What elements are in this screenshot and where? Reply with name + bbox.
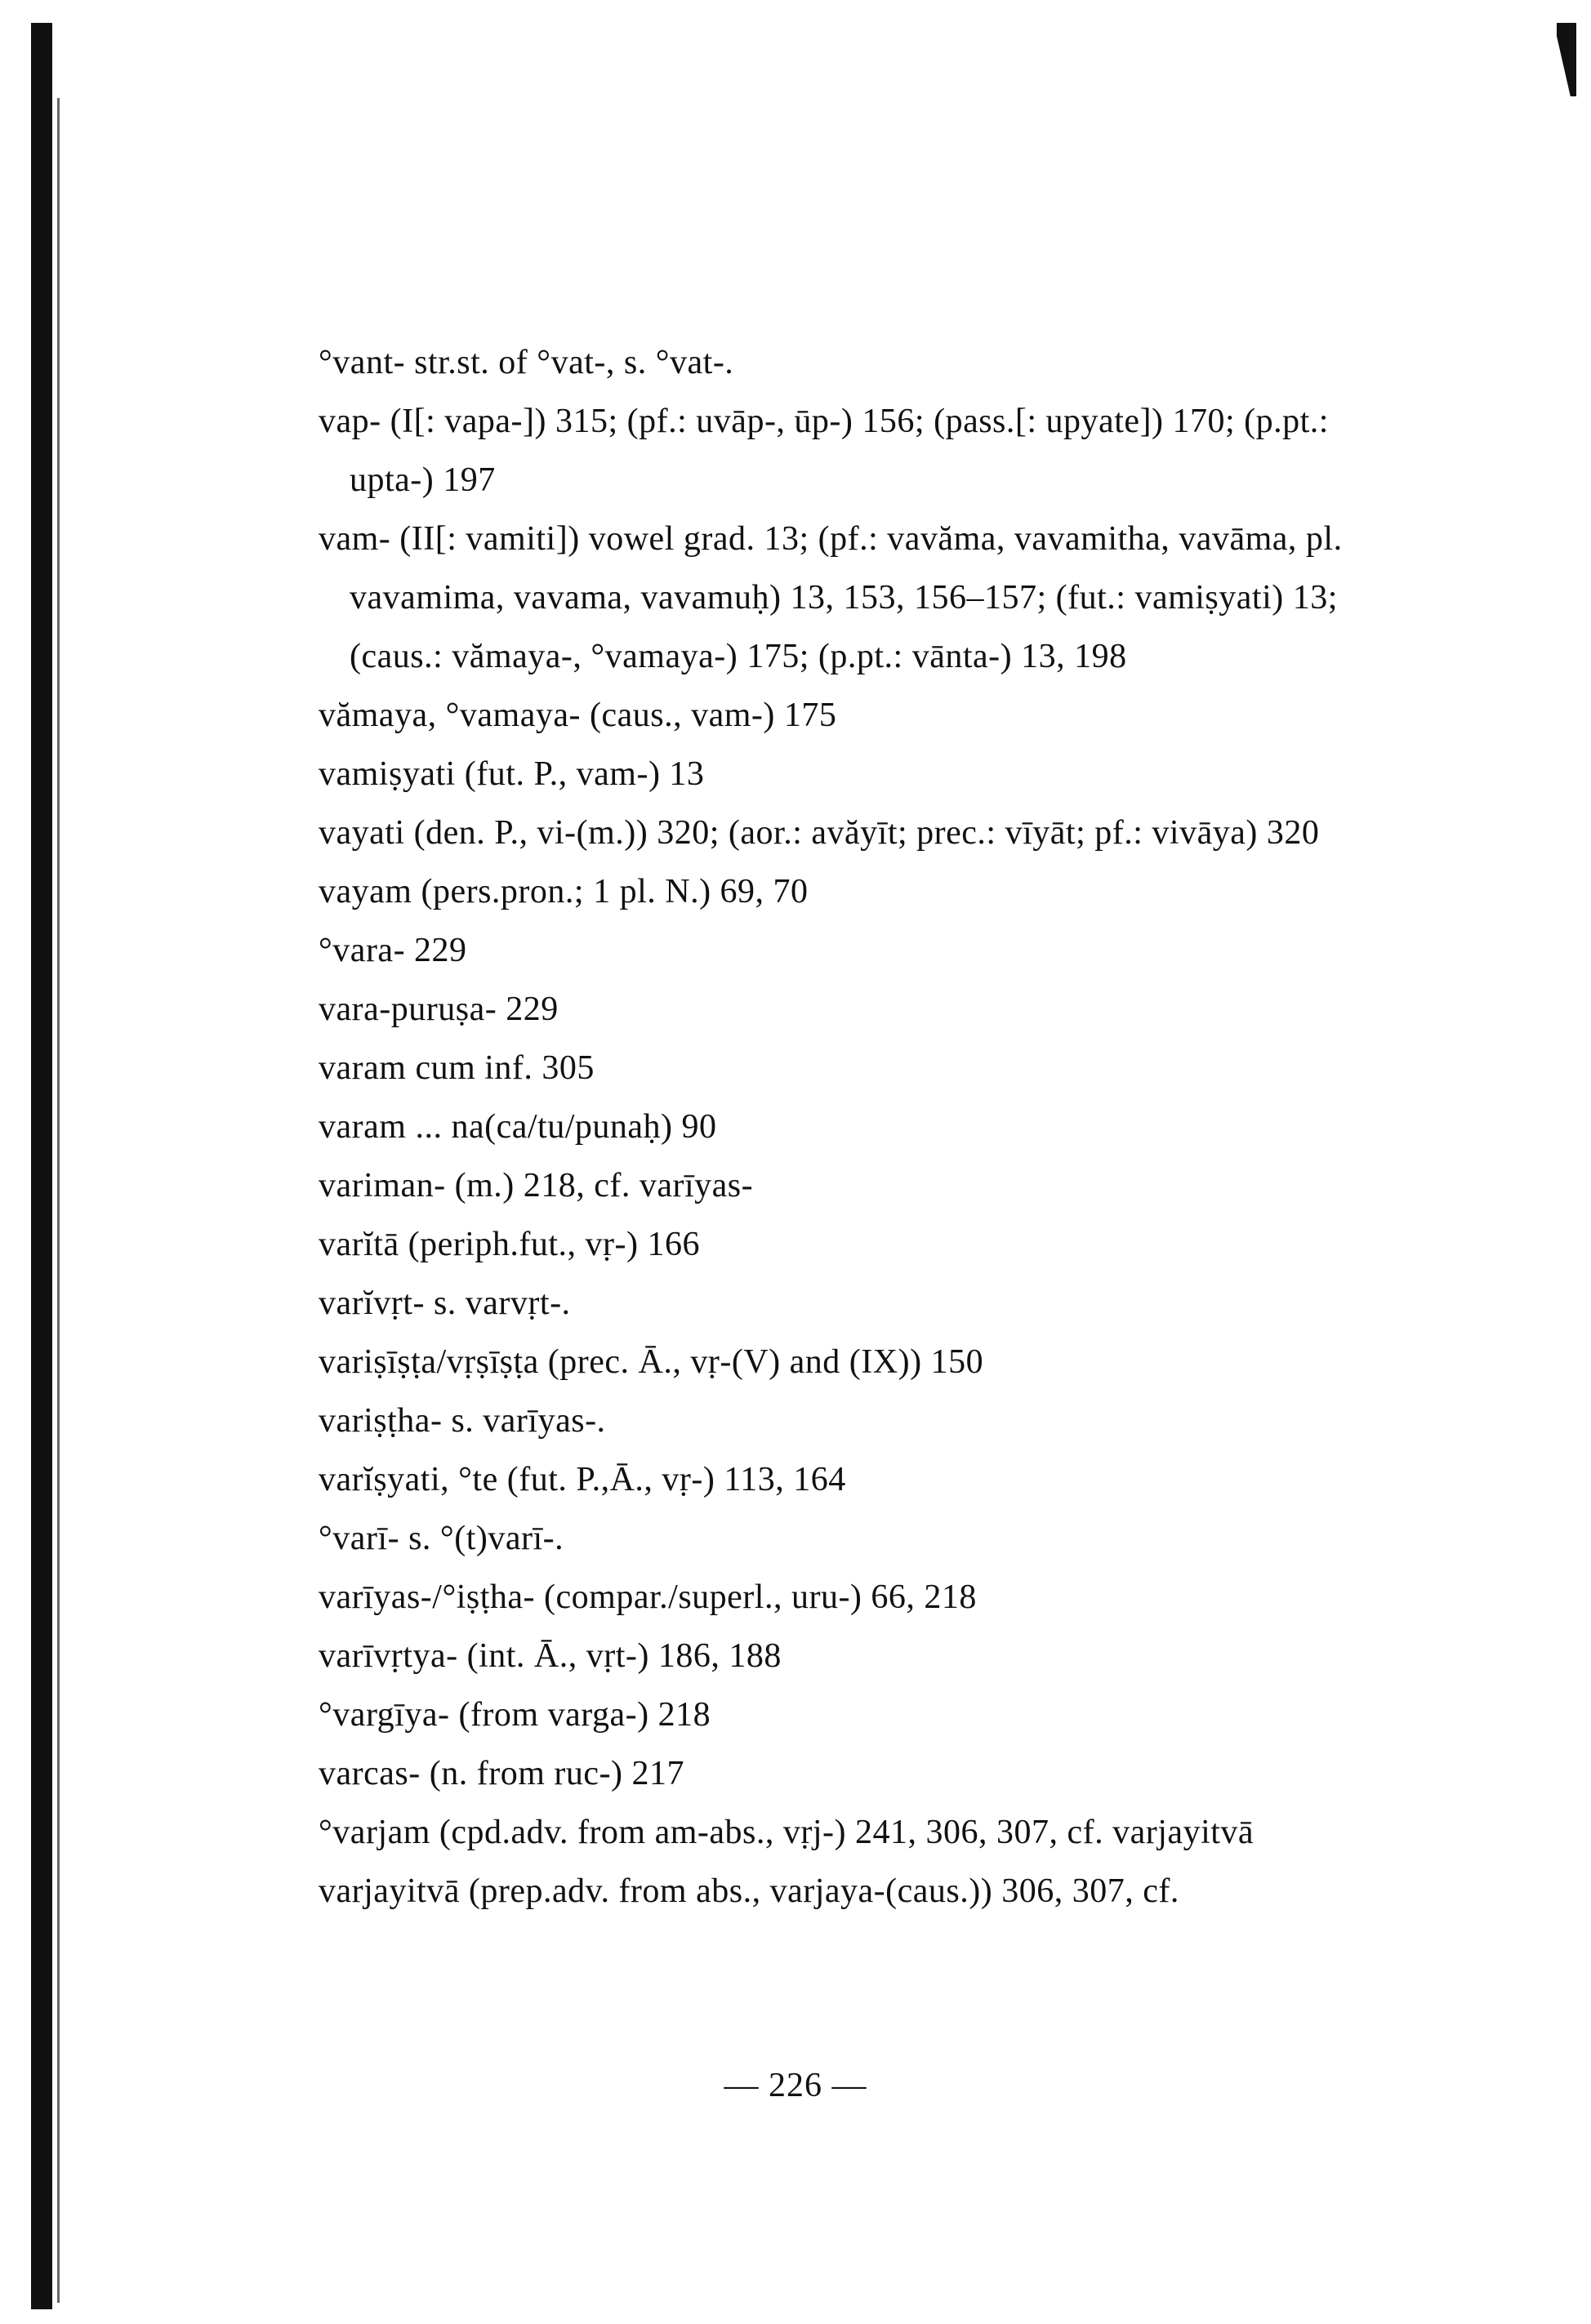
index-entry: vam- (II[: vamiti]) vowel grad. 13; (pf.: vavăma, vavamitha, vavāma, pl. vavamima, vavama, vavamuḥ) 13, 153, 156–157; (fut.: vamiṣyati) 13; (caus.: vămaya-, °vamaya-) 175; (p.pt.: vānta-) 13, 198 (319, 520, 1352, 675)
index-entry: varĭvṛt- s. varvṛt-. (319, 1284, 571, 1322)
index-entry: °vargīya- (from varga-) 218 (319, 1696, 711, 1734)
index-entry: °vant- str.st. of °vat-, s. °vat-. (319, 344, 734, 381)
index-entry: varĭtā (periph.fut., vṛ-) 166 (319, 1226, 701, 1263)
index-entry: vap- (I[: vapa-]) 315; (pf.: uvāp-, ūp-) 156; (pass.[: upyate]) 170; (p.pt.: upta-) 197 (319, 403, 1338, 499)
index-entry: variṣīṣṭa/vṛṣīṣṭa (prec. Ā., vṛ-(V) and (IX)) 150 (319, 1343, 984, 1381)
index-entry: vamiṣyati (fut. P., vam-) 13 (319, 755, 705, 793)
scan-corner-mark (1557, 23, 1576, 96)
index-entry: vayam (pers.pron.; 1 pl. N.) 69, 70 (319, 873, 809, 910)
index-entry: varam ... na(ca/tu/punaḥ) 90 (319, 1108, 717, 1146)
index-entry: °vara- 229 (319, 932, 467, 969)
index-entries (319, 333, 1413, 1921)
index-entry: variman- (m.) 218, cf. varīyas- (319, 1167, 754, 1204)
index-entry: varam cum inf. 305 (319, 1049, 595, 1087)
index-entry: varĭṣyati, °te (fut. P.,Ā., vṛ-) 113, 164 (319, 1461, 846, 1498)
index-entry: °varī- s. °(t)varī-. (319, 1520, 564, 1557)
page-number: — 226 — (724, 2067, 867, 2104)
scan-binding-shadow (57, 98, 60, 2303)
index-entry: varjayitvā (prep.adv. from abs., varjaya-(caus.)) 306, 307, cf. (319, 1872, 1179, 1910)
index-entry: vămaya, °vamaya- (caus., vam-) 175 (319, 697, 837, 734)
index-entry: °varjam (cpd.adv. from am-abs., vṛj-) 241, 306, 307, cf. varjayitvā (319, 1814, 1255, 1851)
scan-binding-edge (31, 23, 52, 2309)
index-entry: variṣṭha- s. varīyas-. (319, 1402, 606, 1440)
index-entry: varīyas-/°iṣṭha- (compar./superl., uru-) 66, 218 (319, 1578, 977, 1616)
index-entry: varīvṛtya- (int. Ā., vṛt-) 186, 188 (319, 1637, 782, 1675)
index-entry: vayati (den. P., vi-(m.)) 320; (aor.: avăyīt; prec.: vīyāt; pf.: vivāya) 320 (319, 814, 1320, 852)
index-entry: vara-puruṣa- 229 (319, 991, 559, 1028)
index-entry: varcas- (n. from ruc-) 217 (319, 1755, 684, 1792)
